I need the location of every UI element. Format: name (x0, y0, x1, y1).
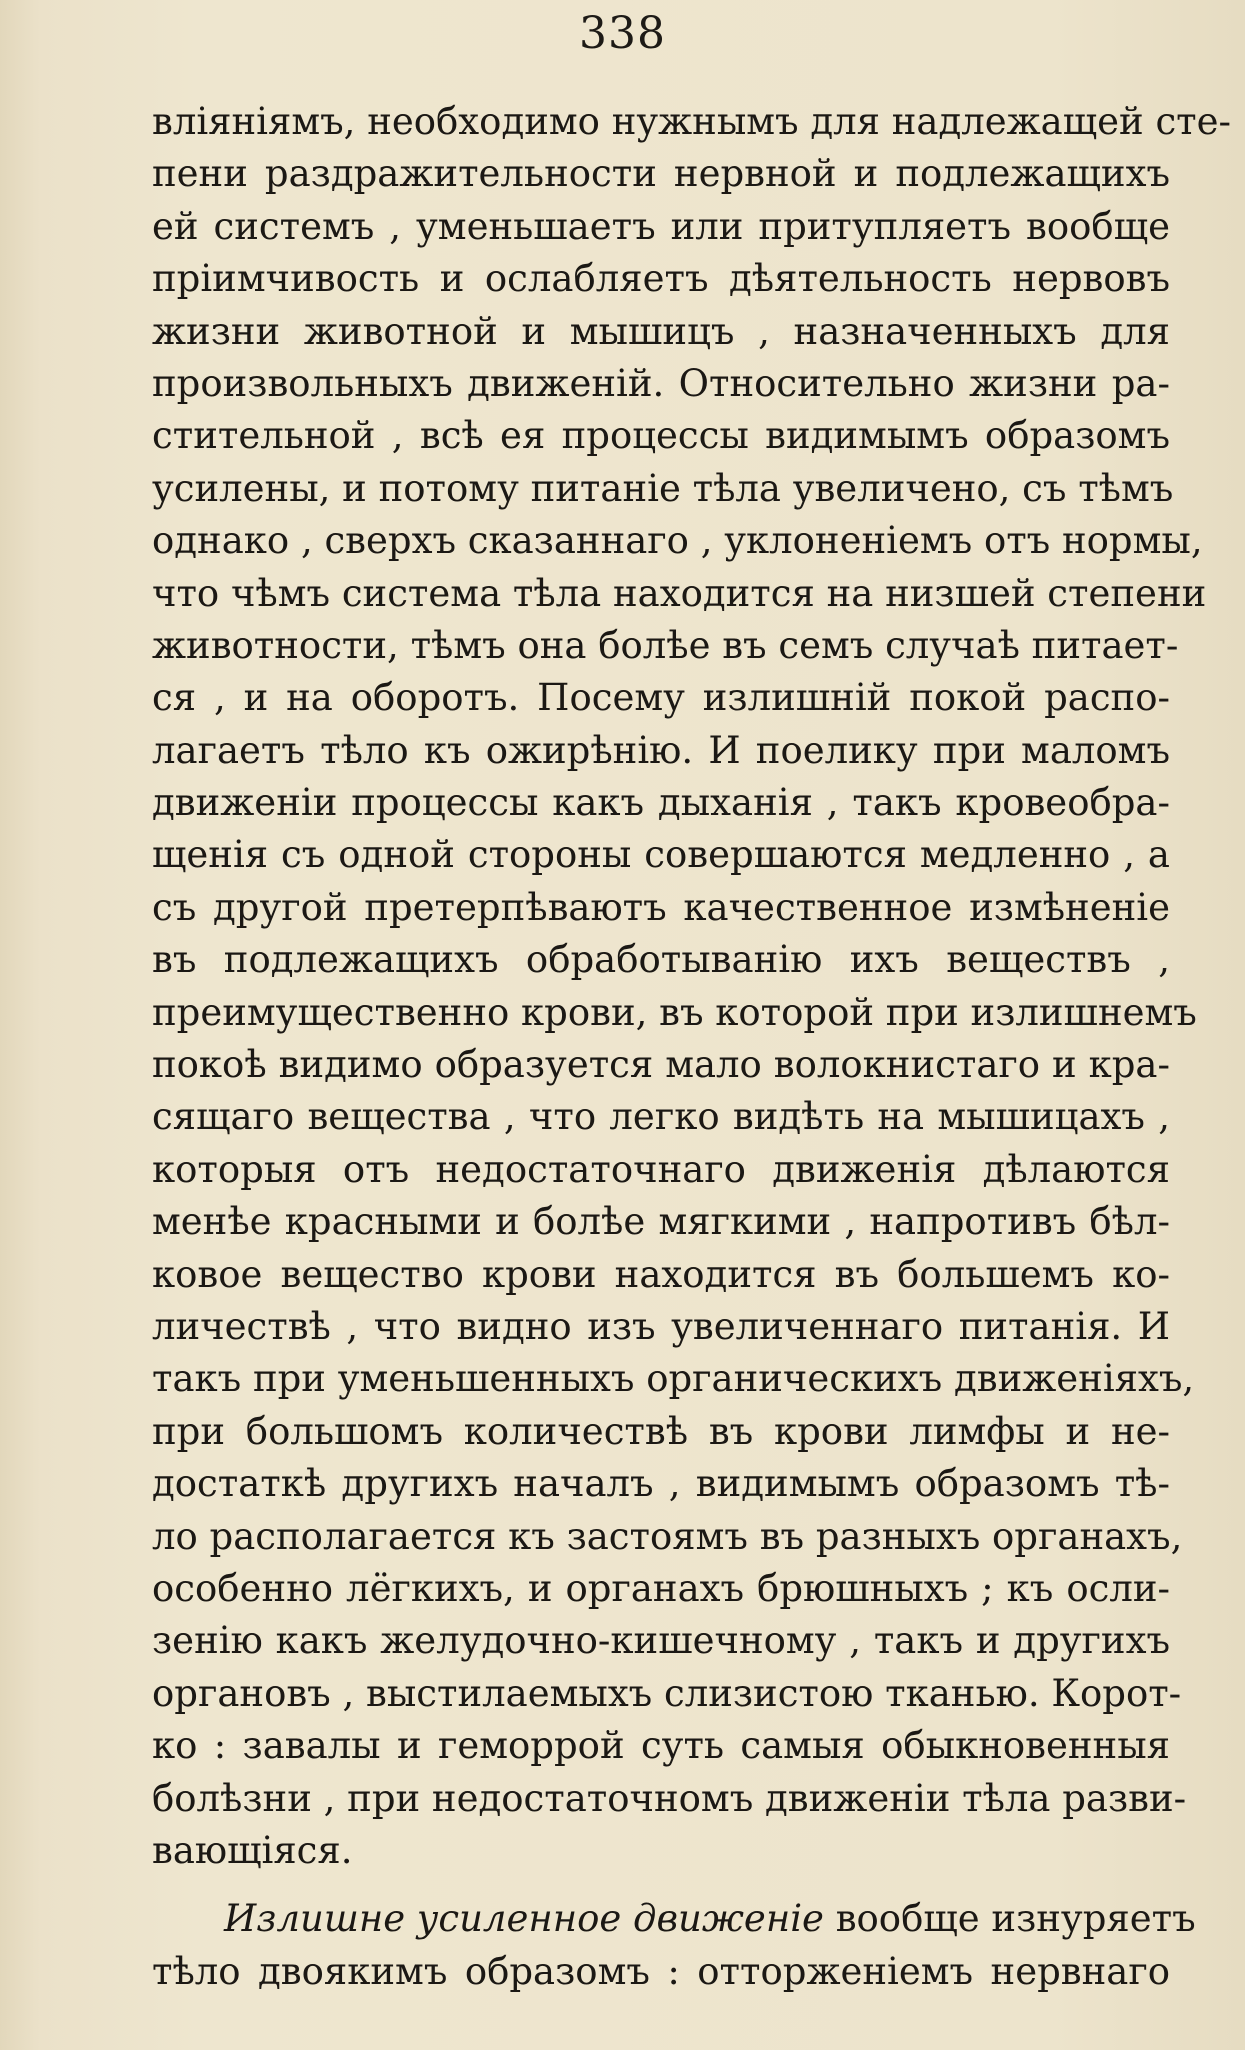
paragraph-spacer (152, 1877, 1170, 1893)
text-fragment: вообще изнуряетъ (835, 1897, 1196, 1941)
italic-term: Излишне усиленное движеніе (224, 1897, 824, 1941)
text-line: усилены, и потому питаніе тѣла увеличено, съ тѣмъ (152, 466, 1174, 510)
paragraph-2 (152, 1893, 1196, 1998)
text-line: животности, тѣмъ она болѣе въ семъ случаѣ питает- (152, 623, 1179, 667)
text-line: ло располагается къ застоямъ въ разныхъ органахъ, (152, 1514, 1183, 1558)
text-line: въ подлежащихъ обработыванію ихъ веществъ , (152, 938, 1170, 982)
text-line: преимущественно крови, въ которой при излишнемъ (152, 990, 1197, 1034)
text-line: произвольныхъ движеній. Относительно жизни ра- (152, 361, 1170, 405)
text-line: однако , сверхъ сказаннаго , уклоненіемъ отъ нормы, (152, 519, 1203, 563)
text-line: съ другой претерпѣваютъ качественное измѣненіе (152, 885, 1170, 929)
text-line: ко : завалы и геморрой суть самыя обыкновенныя (152, 1724, 1170, 1768)
text-line (152, 1893, 1196, 1945)
text-line: личествѣ , что видно изъ увеличеннаго питанія. И (152, 1304, 1170, 1348)
text-line: болѣзни , при недостаточномъ движеніи тѣла разви- (152, 1776, 1187, 1820)
text-line: сящаго вещества , что легко видѣть на мышицахъ , (152, 1095, 1170, 1139)
paragraph-1 (152, 96, 1232, 1877)
text-line: особенно лёгкихъ, и органахъ брюшныхъ ; къ осли- (152, 1566, 1170, 1610)
text-line: достаткѣ другихъ началъ , видимымъ образомъ тѣ- (152, 1462, 1170, 1506)
text-line: ковое вещество крови находится въ большемъ ко- (152, 1252, 1170, 1296)
text-line: ся , и на оборотъ. Посему излишній покой распо- (152, 676, 1170, 720)
text-line: зенію какъ желудочно-кишечному , такъ и другихъ (152, 1619, 1170, 1663)
text-line: движеніи процессы какъ дыханія , такъ кровеобра- (152, 781, 1170, 825)
text-line: пріимчивость и ослабляетъ дѣятельность нервовъ (152, 257, 1170, 301)
text-line: жизни животной и мышицъ , назначенныхъ для (152, 309, 1170, 353)
page-body-text (152, 96, 1232, 1998)
page-number: 338 (579, 8, 666, 59)
text-line: лагаетъ тѣло къ ожирѣнію. И поелику при маломъ (152, 728, 1170, 772)
text-line: ей системъ , уменьшаетъ или притупляетъ вообще (152, 204, 1170, 248)
text-line: при большомъ количествѣ въ крови лимфы и не- (152, 1409, 1170, 1453)
text-line: пени раздражительности нервной и подлежащихъ (152, 152, 1170, 196)
text-line: покоѣ видимо образуется мало волокнистаго и кра- (152, 1043, 1170, 1087)
text-line: такъ при уменьшенныхъ органическихъ движеніяхъ, (152, 1357, 1195, 1401)
text-line: менѣе красными и болѣе мягкими , напротивъ бѣл- (152, 1200, 1170, 1244)
text-line: щенія съ одной стороны совершаются медленно , а (152, 833, 1170, 877)
text-line: тѣло двоякимъ образомъ : отторженіемъ нервнаго (152, 1949, 1170, 1993)
text-line: органовъ , выстилаемыхъ слизистою тканью. Корот- (152, 1671, 1182, 1715)
text-line: вліяніямъ, необходимо нужнымъ для надлежащей сте- (152, 100, 1232, 143)
text-line: что чѣмъ система тѣла находится на низшей степени (152, 571, 1207, 615)
text-line: стительной , всѣ ея процессы видимымъ образомъ (152, 414, 1170, 458)
text-line: которыя отъ недостаточнаго движенія дѣлаются (152, 1147, 1170, 1191)
text-line: вающіяся. (152, 1828, 353, 1872)
